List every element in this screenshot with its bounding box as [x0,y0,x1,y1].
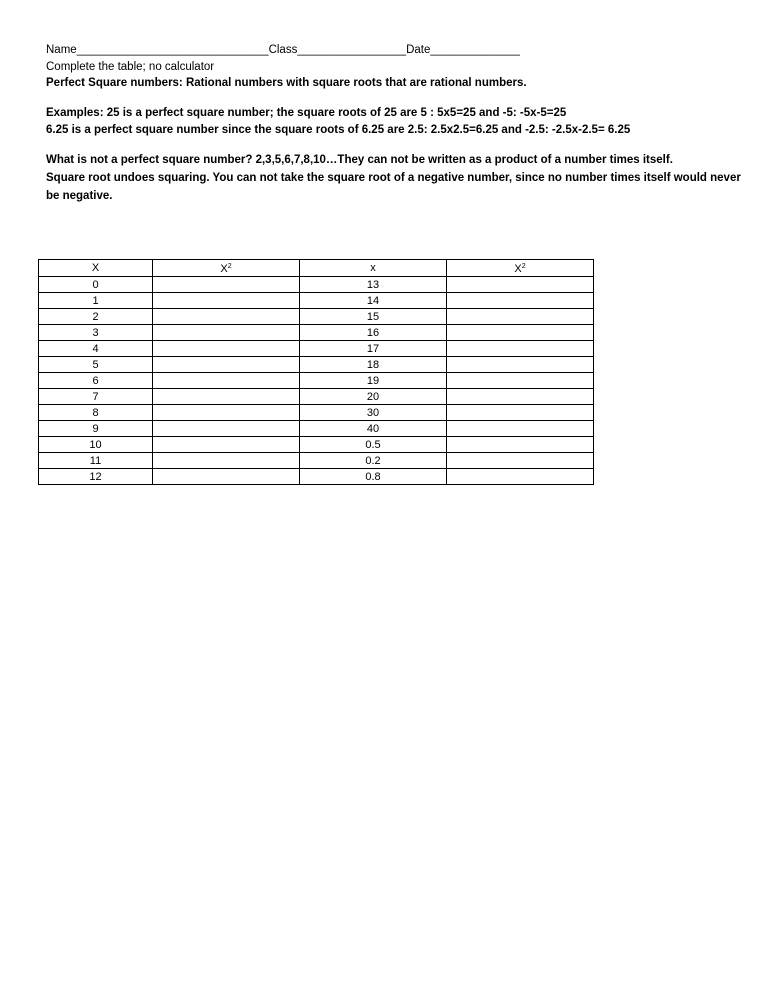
x-value-right: 15 [300,309,447,325]
table-row [39,325,594,341]
header-x-squared-left: $X^2$ [153,260,300,277]
x-squared-answer-left[interactable] [153,309,300,325]
table-row [39,357,594,373]
x-value-left: 1 [39,293,153,309]
x-squared-answer-left[interactable] [153,421,300,437]
x-value-left: 10 [39,437,153,453]
x-value-left: 11 [39,453,153,469]
table-row [39,309,594,325]
not-perfect-line-1: What is not a perfect square number? 2,3,5,6,7,8,10…They can not be written as a product of a number times itself. [46,154,673,166]
table-row [39,453,594,469]
x-value-right: 18 [300,357,447,373]
table-row [39,293,594,309]
name-field[interactable]: ______________________________ [76,44,269,56]
x-value-right: 0.2 [300,453,447,469]
x-value-left: 9 [39,421,153,437]
x-squared-answer-right[interactable] [447,373,594,389]
x-value-left: 8 [39,405,153,421]
x-value-left: 2 [39,309,153,325]
x-value-left: 12 [39,469,153,485]
x-squared-answer-right[interactable] [447,325,594,341]
x-value-left: 0 [39,277,153,293]
date-label: Date [406,44,431,56]
header-x-right: x [300,260,447,277]
x-squared-answer-right[interactable] [447,437,594,453]
class-field[interactable]: _________________ [297,44,407,56]
table-row [39,373,594,389]
x-value-left: 7 [39,389,153,405]
header-x-squared-right: $X^2$ [447,260,594,277]
x-squared-answer-right[interactable] [447,309,594,325]
date-field[interactable]: ______________ [430,44,520,56]
x-value-left: 4 [39,341,153,357]
x-value-left: 5 [39,357,153,373]
x-value-right: 40 [300,421,447,437]
table-row [39,341,594,357]
class-label: Class [268,44,298,56]
table-row [39,389,594,405]
x-value-right: 0.5 [300,437,447,453]
x-squared-answer-right[interactable] [447,389,594,405]
x-squared-answer-right[interactable] [447,277,594,293]
x-squared-answer-right[interactable] [447,293,594,309]
x-squared-answer-right[interactable] [447,453,594,469]
not-perfect-line-2: Square root undoes squaring. You can not take the square root of a negative number, since no number times itself would never [46,172,741,184]
x-value-right: 14 [300,293,447,309]
table-row [39,469,594,485]
x-squared-answer-left[interactable] [153,373,300,389]
x-squared-answer-left[interactable] [153,277,300,293]
table-row [39,421,594,437]
x-value-right: 19 [300,373,447,389]
table-header-row [39,260,594,277]
squares-table [38,259,594,485]
x-squared-answer-right[interactable] [447,421,594,437]
x-squared-answer-right[interactable] [447,341,594,357]
x-squared-answer-left[interactable] [153,389,300,405]
example-line-2: 6.25 is a perfect square number since the square roots of 6.25 are 2.5: 2.5x2.5=6.25 and -2.5: -2.5x-2.5= 6.25 [46,124,631,136]
name-label: Name [46,44,77,56]
x-squared-answer-left[interactable] [153,405,300,421]
header-x-left: X [39,260,153,277]
table-row [39,277,594,293]
x-squared-answer-right[interactable] [447,357,594,373]
x-squared-answer-left[interactable] [153,469,300,485]
example-line-1: Examples: 25 is a perfect square number; the square roots of 25 are 5 : 5x5=25 and -5: -5x-5=25 [46,107,567,119]
x-value-right: 20 [300,389,447,405]
not-perfect-line-3: be negative. [46,190,113,202]
x-squared-answer-left[interactable] [153,341,300,357]
x-value-left: 3 [39,325,153,341]
x-value-right: 30 [300,405,447,421]
x-value-right: 17 [300,341,447,357]
x-squared-answer-left[interactable] [153,325,300,341]
x-squared-answer-left[interactable] [153,357,300,373]
x-value-right: 0.8 [300,469,447,485]
x-squared-answer-left[interactable] [153,437,300,453]
table-row [39,437,594,453]
x-squared-answer-left[interactable] [153,453,300,469]
x-value-right: 16 [300,325,447,341]
definition: Perfect Square numbers: Rational numbers with square roots that are rational numbers. [46,77,527,89]
x-squared-answer-right[interactable] [447,405,594,421]
instructions: Complete the table; no calculator [46,61,215,73]
x-value-right: 13 [300,277,447,293]
x-squared-answer-right[interactable] [447,469,594,485]
x-value-left: 6 [39,373,153,389]
table-row [39,405,594,421]
header-line [46,44,520,56]
x-squared-answer-left[interactable] [153,293,300,309]
